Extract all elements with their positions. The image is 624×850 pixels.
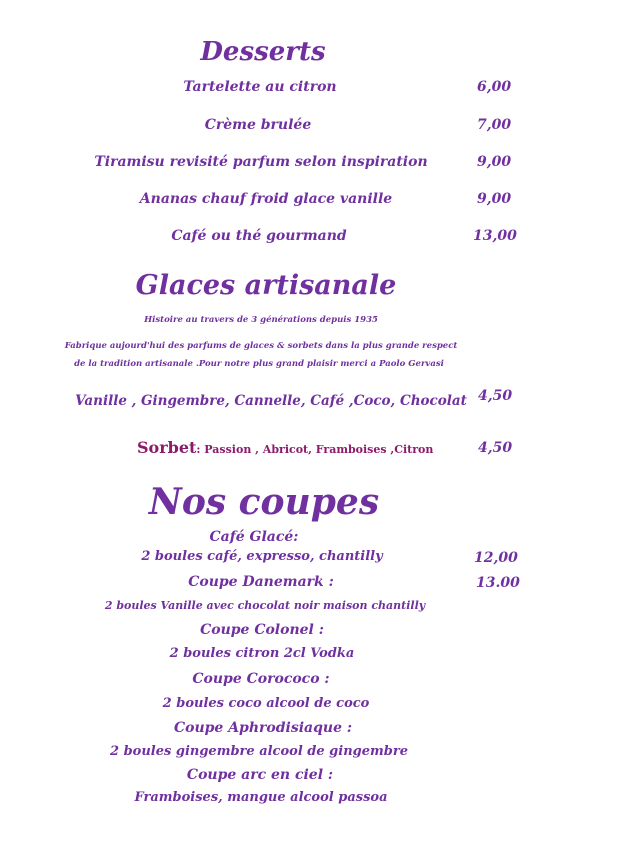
glaces-history: Histoire au travers de 3 générations depuis 1935 (144, 315, 378, 325)
glaces-note-line1: Fabrique aujourd'hui des parfums de glaces & sorbets dans la plus grande respect (64, 341, 458, 351)
coupe-desc: Framboises, mangue alcool passoa (134, 790, 388, 805)
dessert-item-price: 6,00 (477, 79, 512, 95)
dessert-item-name: Tartelette au citron (183, 79, 337, 95)
dessert-item-price: 9,00 (477, 154, 512, 170)
dessert-item-price: 7,00 (477, 117, 512, 133)
coupe-price: 12,00 (474, 550, 518, 566)
glaces-flavors: Vanille , Gingembre, Cannelle, Café ,Coco, Chocolat (75, 393, 467, 409)
dessert-item-name: Crème brulée (204, 117, 312, 133)
coupe-desc: 2 boules café, expresso, chantilly (141, 549, 383, 564)
coupe-name: Coupe Danemark : (188, 574, 334, 590)
dessert-item-name: Ananas chauf froid glace vanille (139, 191, 393, 207)
sorbet-label: Sorbet (137, 438, 197, 457)
coupe-name: Coupe Corococo : (192, 671, 330, 687)
dessert-item-name: Café ou thé gourmand (171, 228, 347, 244)
coupe-desc: 2 boules gingembre alcool de gingembre (110, 744, 408, 759)
dessert-item-price: 13,00 (473, 228, 517, 244)
glaces-note-line2: de la tradition artisanale .Pour notre plus grand plaisir merci a Paolo Gervasi (74, 359, 444, 369)
sorbet-flavors: : Passion , Abricot, Framboises ,Citron (196, 443, 434, 456)
coupe-desc: 2 boules citron 2cl Vodka (169, 646, 355, 661)
dessert-item-price: 9,00 (477, 191, 512, 207)
coupe-name: Café Glacé: (209, 529, 299, 545)
dessert-item-name: Tiramisu revisité parfum selon inspiration (94, 154, 428, 170)
sorbet-price: 4,50 (478, 440, 513, 456)
coupe-desc: 2 boules Vanille avec chocolat noir maison chantilly (104, 599, 426, 612)
desserts-title: Desserts (200, 37, 326, 67)
coupes-title: Nos coupes (148, 481, 380, 523)
glaces-title: Glaces artisanale (135, 270, 397, 301)
coupe-desc: 2 boules coco alcool de coco (162, 696, 370, 711)
coupe-name: Coupe Aphrodisiaque : (173, 720, 353, 736)
coupe-name: Coupe Colonel : (200, 622, 324, 638)
coupe-name: Coupe arc en ciel : (186, 767, 334, 783)
coupe-price: 13.00 (476, 575, 520, 591)
sorbet-line (137, 438, 433, 457)
glaces-flavors-price: 4,50 (478, 388, 513, 404)
